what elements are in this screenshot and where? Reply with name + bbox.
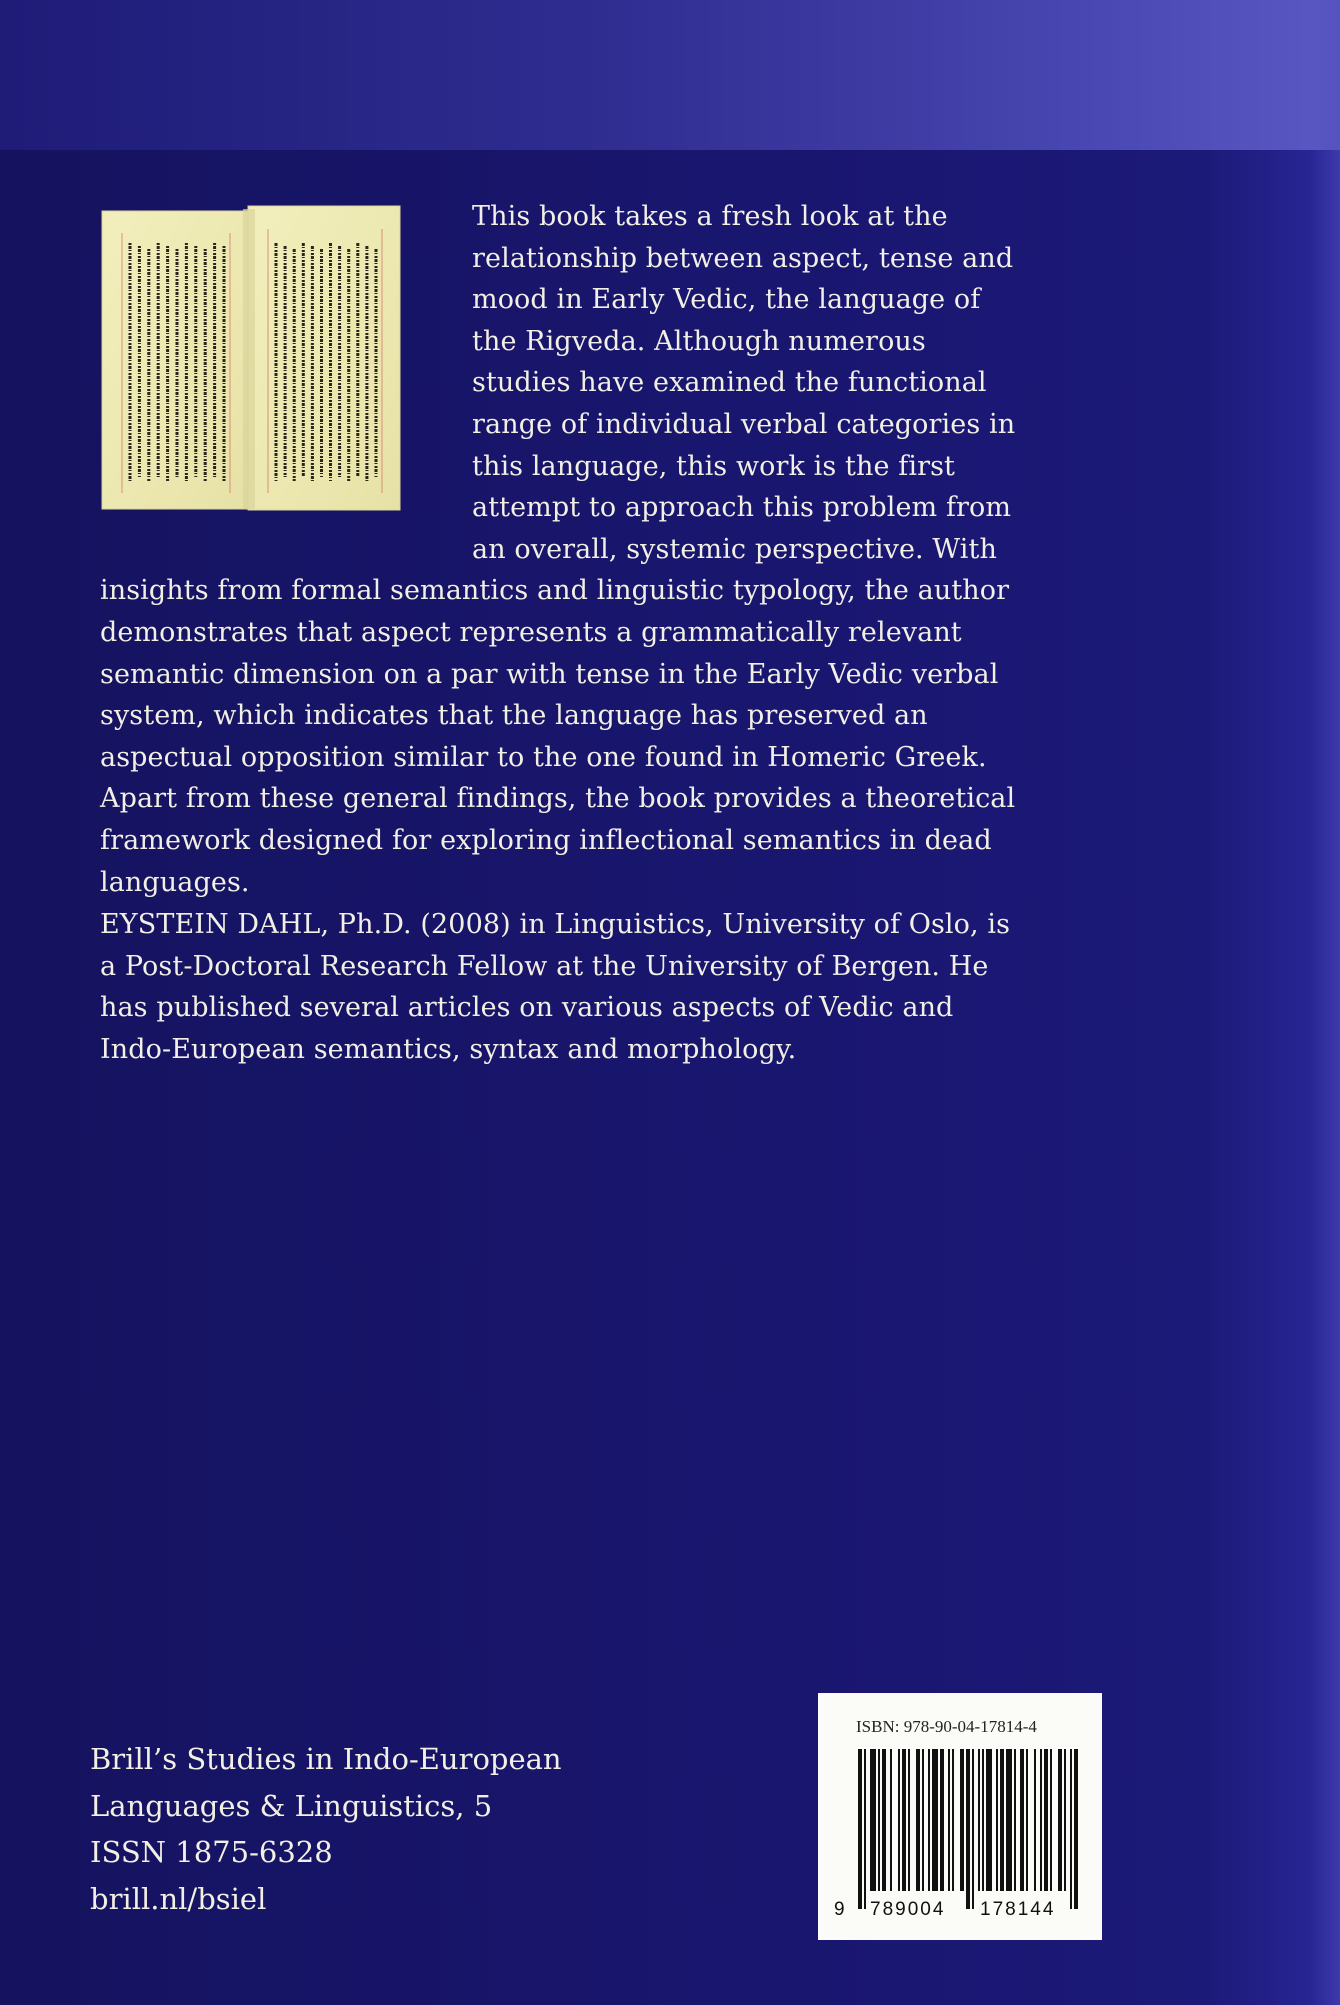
barcode-bar	[882, 1749, 886, 1891]
barcode-bar	[1014, 1749, 1016, 1891]
barcode-bar	[1000, 1749, 1004, 1891]
barcode-bar	[898, 1749, 900, 1891]
barcode-digits-right: 178144	[980, 1899, 1056, 1920]
barcode-bar	[932, 1749, 938, 1891]
barcode-bar	[940, 1749, 944, 1891]
barcode-bar	[902, 1749, 906, 1891]
barcode-bar	[960, 1749, 964, 1891]
barcode-bar	[1064, 1749, 1066, 1891]
barcode-bar	[1006, 1749, 1012, 1891]
barcode-bar	[978, 1749, 980, 1891]
description-text: This book takes a fresh look at the relationship between aspect, tense and mood in Early Vedic, the language of the Rigveda. Although numerous studies have examined the functional range of individual verbal categories in this language, this work is the first attempt to approach this problem from an overall, systemic perspective. With insights from formal semantics and linguistic typology, the author demonstrates that aspect represents a grammatically relevant semantic dimension on a par with tense in the Early Vedic verbal system, which indicates that the language has preserved an aspectual opposition similar to the one found in Homeric Greek. Apart from these general findings, the book provides a theoretical framework designed for exploring inflectional semantics in dead languages.	[100, 201, 1016, 898]
barcode-bar	[1034, 1749, 1036, 1891]
barcode-bar	[982, 1749, 984, 1891]
barcode-label	[818, 1693, 1102, 1940]
description	[100, 196, 1020, 903]
series-info	[90, 1736, 590, 1922]
barcode-bar	[1074, 1749, 1078, 1909]
barcode-bar	[972, 1749, 974, 1909]
barcode-bar	[986, 1749, 992, 1891]
series-url[interactable]: brill.nl/bsiel	[90, 1881, 267, 1916]
top-band	[0, 0, 1340, 150]
barcode-bar	[1026, 1749, 1028, 1891]
barcode-bar	[952, 1749, 954, 1891]
barcode-bar	[1070, 1749, 1072, 1909]
barcode-bar	[966, 1749, 970, 1909]
barcode-digits-left: 789004	[870, 1899, 946, 1920]
image-wrap-space	[100, 196, 472, 562]
spine-edge	[1310, 0, 1340, 2005]
isbn-text: ISBN: 978-90-04-17814-4	[856, 1717, 1037, 1736]
barcode-bar	[1058, 1749, 1062, 1891]
barcode-bar	[1040, 1749, 1042, 1891]
barcode-bar	[922, 1749, 924, 1891]
series-title-line1: Brill’s Studies in Indo-European	[90, 1742, 562, 1776]
barcode-bar	[928, 1749, 930, 1891]
barcode-bar	[908, 1749, 910, 1891]
barcode-bar	[1050, 1749, 1052, 1891]
barcode-bar	[1020, 1749, 1024, 1891]
barcode-lead-digit: 9	[834, 1899, 845, 1920]
barcode-bar	[870, 1749, 876, 1891]
barcode	[828, 1743, 1092, 1923]
series-issn: ISSN 1875-6328	[90, 1835, 333, 1869]
barcode-bar	[1044, 1749, 1048, 1891]
barcode-bar	[916, 1749, 920, 1891]
barcode-bar	[864, 1749, 866, 1909]
barcode-bar	[948, 1749, 950, 1891]
author-bio: EYSTEIN DAHL, Ph.D. (2008) in Linguistics, University of Oslo, is a Post-Doctoral Research Fellow at the University of Bergen. He has published several articles on various aspects of Vedic and Indo-European semantics, syntax and morphology.	[100, 909, 1011, 1065]
barcode-bar	[878, 1749, 880, 1891]
barcode-bar	[996, 1749, 998, 1891]
barcode-bar	[890, 1749, 892, 1891]
barcode-bar	[858, 1749, 862, 1909]
series-title-line2: Languages & Linguistics, 5	[90, 1788, 493, 1823]
